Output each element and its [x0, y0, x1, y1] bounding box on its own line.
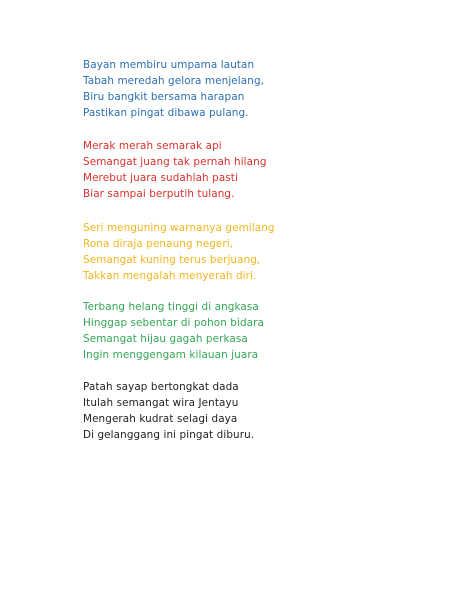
poem-line: Di gelanggang ini pingat diburu.	[83, 429, 255, 441]
poem-line: Merak merah semarak api	[83, 140, 222, 152]
poem-line: Semangat juang tak pernah hilang	[83, 156, 267, 168]
poem-line: Bayan membiru umpama lautan	[83, 59, 255, 71]
stanza-red	[83, 138, 267, 202]
poem-line: Ingin menggengam kilauan juara	[83, 349, 259, 361]
stanza-blue	[83, 57, 264, 121]
poem-line: Patah sayap bertongkat dada	[83, 381, 239, 393]
poem-line: Seri menguning warnanya gemilang	[83, 222, 275, 234]
poem-line: Pastikan pingat dibawa pulang.	[83, 107, 249, 119]
poem-line: Biru bangkit bersama harapan	[83, 91, 245, 103]
poem-line: Hinggap sebentar di pohon bidara	[83, 317, 264, 329]
poem-line: Mengerah kudrat selagi daya	[83, 413, 238, 425]
stanza-black	[83, 379, 254, 443]
poem-line: Rona diraja penaung negeri,	[83, 238, 234, 250]
poem-line: Merebut juara sudahlah pasti	[83, 172, 238, 184]
stanza-yellow	[83, 220, 275, 284]
poem-line: Terbang helang tinggi di angkasa	[83, 301, 259, 313]
stanza-green	[83, 299, 264, 363]
poem-line: Semangat kuning terus berjuang,	[83, 254, 261, 266]
poem-line: Itulah semangat wira Jentayu	[83, 397, 239, 409]
poem-line: Tabah meredah gelora menjelang,	[83, 75, 265, 87]
poem-line: Biar sampai berputih tulang.	[83, 188, 235, 200]
poem-line: Takkan mengalah menyerah diri.	[83, 270, 257, 282]
poem-line: Semangat hijau gagah perkasa	[83, 333, 248, 345]
